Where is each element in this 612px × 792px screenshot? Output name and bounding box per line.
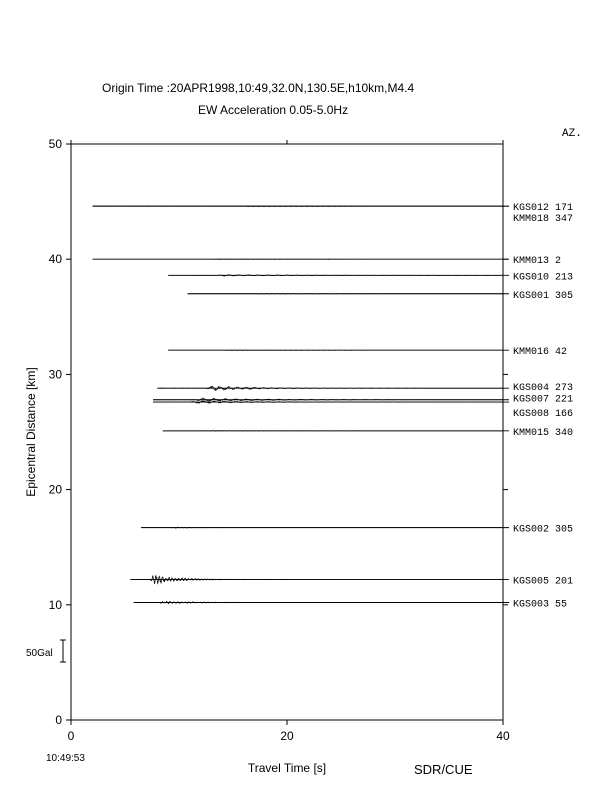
plot-frame xyxy=(71,144,503,720)
y-tick-label: 0 xyxy=(55,713,62,727)
x-axis-ticks xyxy=(68,140,510,743)
station-labels xyxy=(513,203,573,610)
seismogram-trace xyxy=(153,398,503,401)
azimuth-header: AZ. xyxy=(562,128,582,140)
station-label: KGS003 55 xyxy=(513,599,568,611)
station-label: KGS004 273 xyxy=(513,383,574,395)
credit-label: SDR/CUE xyxy=(414,762,473,777)
station-label: KGS002 305 xyxy=(513,524,574,536)
seismogram-trace xyxy=(163,431,503,432)
seismogram-trace xyxy=(153,401,503,403)
station-label: KGS008 166 xyxy=(513,409,574,421)
y-tick-label: 50 xyxy=(48,137,62,151)
seismogram-trace xyxy=(188,294,503,295)
seismogram-trace xyxy=(157,386,503,390)
station-label: KMM013 2 xyxy=(513,256,562,268)
station-label: KGS007 221 xyxy=(513,394,574,406)
station-label: KGS001 305 xyxy=(513,290,574,302)
station-label: KMM018 347 xyxy=(513,214,574,226)
station-label: KGS005 201 xyxy=(513,576,574,588)
station-label: KGS010 213 xyxy=(513,272,574,284)
y-tick-label: 20 xyxy=(48,482,62,497)
y-axis-ticks xyxy=(49,137,508,727)
station-label: KMM016 42 xyxy=(513,347,568,359)
y-tick-label: 10 xyxy=(48,597,62,612)
seismogram-trace xyxy=(134,601,503,603)
seismogram-trace xyxy=(130,575,502,584)
start-time-label: 10:49:53 xyxy=(46,753,85,764)
y-axis-label: Epicentral Distance [km] xyxy=(24,367,38,497)
x-axis-label: Travel Time [s] xyxy=(247,761,327,775)
x-tick-label: 0 xyxy=(67,729,75,743)
y-tick-label: 30 xyxy=(48,367,62,382)
chart-subtitle: EW Acceleration 0.05-5.0Hz xyxy=(198,103,349,117)
amplitude-scale-label: 50Gal xyxy=(26,648,53,659)
x-tick-label: 40 xyxy=(496,729,510,743)
chart-title: Origin Time :20APR1998,10:49,32.0N,130.5E,h10km,M4.4 xyxy=(102,81,415,95)
seismogram-traces xyxy=(93,206,509,604)
y-tick-label: 40 xyxy=(48,252,62,267)
station-label: KMM015 340 xyxy=(513,427,574,439)
x-tick-label: 20 xyxy=(280,729,294,743)
station-label: KGS012 171 xyxy=(513,203,574,215)
amplitude-scale-bar xyxy=(60,640,66,662)
